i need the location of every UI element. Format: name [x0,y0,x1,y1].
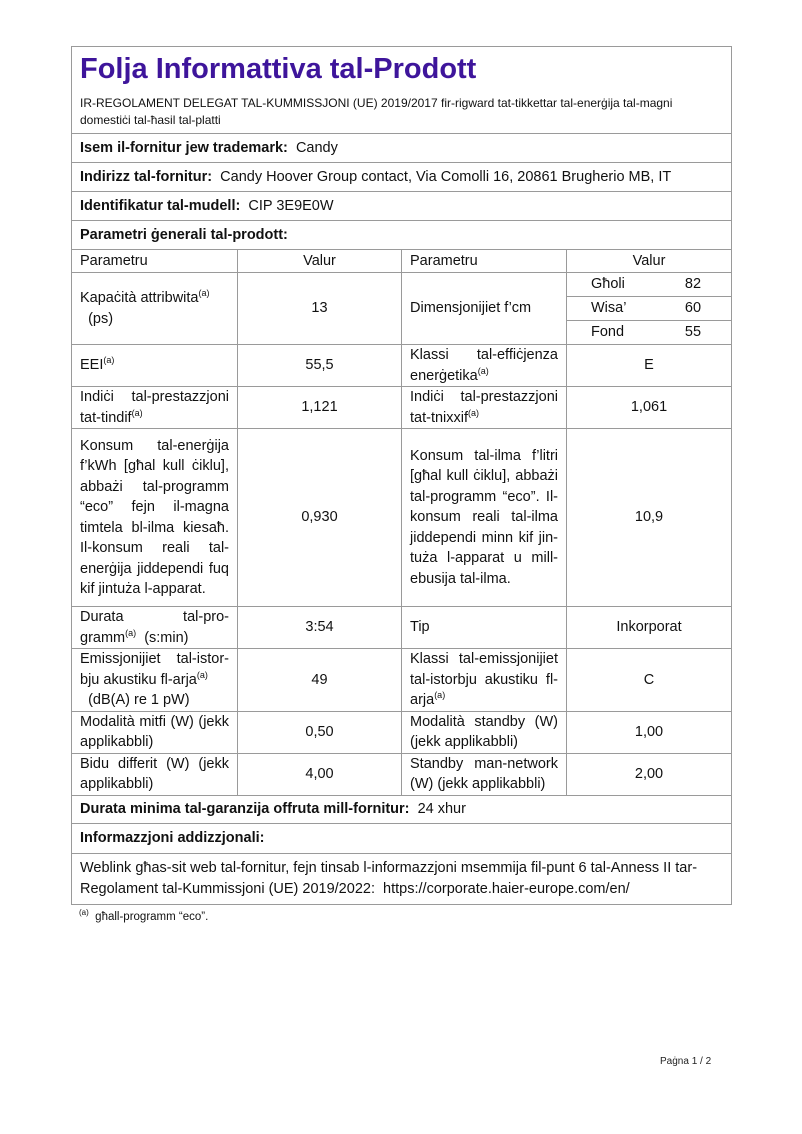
info-sheet [71,46,731,905]
capacity-label-cell [72,273,238,345]
col-header-value-1: Valur [238,250,402,273]
drying-label-cell [402,387,567,429]
cleaning-label-cell [72,387,238,429]
additional-info-row [72,823,732,853]
noise-class-value: C [567,649,732,712]
drying-label: Indiċi tal-prestazzjoni tat-tnixxif [410,389,558,426]
water-consumption-label: Konsum tal-ilma f’litri [għal kull ċiklu], abbażi tal-programm “eco”. Il-konsum reali tal-ilma jiddependi minn kif jintuża l-apparat u mill-ebusija tal-ilma. [402,429,567,607]
params-section-row [72,221,732,250]
water-consumption-value: 10,9 [567,429,732,607]
energy-consumption-label: Konsum tal-enerġija f’kWh [għal kull ċiklu], abbażi tal-programm “eco” fejn il-magna timtela bl-ilma kiesaħ. Il-konsum reali tal-enerġija jiddependi fuq kif jintuża l-apparat. [72,429,238,607]
col-header-param-1: Parametru [72,250,238,273]
info-table [71,46,732,905]
noise-label: Emissjonijiet tal-istorbju akustiku fl-arja [80,651,229,688]
warranty-value: 24 xhur [417,800,466,817]
supplier-name-row [72,134,732,163]
page-number [660,1056,711,1067]
page-label: Paġna [660,1056,689,1067]
footnote-mark: (a) [198,288,210,299]
footnote-mark: (a) [434,690,446,701]
warranty-row [72,795,732,823]
warranty-label: Durata minima tal-garanzija offruta mill-fornitur: [80,800,410,817]
supplier-address-row [72,163,732,192]
noise-value: 49 [238,649,402,712]
regulation-text: IR-REGOLAMENT DELEGAT TAL-KUMMISSJONI (UE) 2019/2017 fir-rigward tat-tikkettar tal-enerġija tal-magni domestiċi tal-ħasil tal-platti [72,93,732,134]
eei-label: EEI [80,357,104,374]
energy-class-value: E [567,345,732,387]
cleaning-label: Indiċi tal-prestazzjoni tat-tindif [80,389,229,426]
model-label: Identifikatur tal-mudell: [80,197,241,214]
title-cell [72,47,732,94]
drying-value: 1,061 [567,387,732,429]
delay-start-label: Bidu differit (W) (jekk applikabbli) [72,753,238,795]
energy-class-label: Klassi tal-effiċjenza enerġetika [410,347,558,384]
dimensions-values [567,273,732,345]
footnote-mark: (a) [125,627,137,638]
network-standby-value: 2,00 [567,753,732,795]
eei-value: 55,5 [238,345,402,387]
footnote-text: għall-programm “eco”. [95,911,209,923]
noise-label-cell [72,649,238,712]
capacity-value: 13 [238,273,402,345]
dimensions-label: Dimensjonijiet f’cm [402,273,567,345]
noise-class-label-cell [402,649,567,712]
dimension-depth: Fond 55 [591,324,702,341]
type-value: Inkorporat [567,607,732,649]
weblink-text: Weblink għas-sit web tal-fornitur, fejn tinsab l-informazzjoni msemmija fil-punt 6 tal-Anness II tar-Regolament tal-Kummissjoni (UE) 2019/2022: [80,859,698,897]
duration-label-cell [72,607,238,649]
standby-value: 1,00 [567,711,732,753]
eei-label-cell [72,345,238,387]
delay-start-value: 4,00 [238,753,402,795]
dimension-width: Wisa’ 60 [567,297,731,321]
col-header-param-2: Parametru [402,250,567,273]
standby-label: Modalità standby (W) (jekk applikabbli) [402,711,567,753]
model-row [72,192,732,221]
supplier-name-label: Isem il-fornitur jew trademark: [80,139,288,156]
page-title: Folja Informattiva tal-Prodott [80,53,477,85]
footnote-mark: (a) [103,355,115,366]
supplier-address-label: Indirizz tal-fornitur: [80,168,213,185]
footnote-mark: (a) [468,407,480,418]
duration-value: 3:54 [238,607,402,649]
duration-label: Durata tal-programm [80,609,229,646]
capacity-unit: (ps) [88,310,114,327]
additional-info-label: Informazzjoni addizzjonali: [80,829,265,846]
col-header-value-2: Valur [567,250,732,273]
off-mode-value: 0,50 [238,711,402,753]
footnote-mark: (a) [477,365,489,376]
params-section-label: Parametri ġenerali tal-prodott: [80,226,288,243]
footnote-mark: (a) [131,407,143,418]
supplier-address-value: Candy Hoover Group contact, Via Comolli 16, 20861 Brugherio MB, IT [220,168,672,185]
energy-consumption-value: 0,930 [238,429,402,607]
supplier-weblink[interactable]: https://corporate.haier-europe.com/en/ [383,880,630,897]
weblink-row [72,853,732,904]
noise-class-label: Klassi tal-emissjonijiet tal-istorbju akustiku fl-arja [410,651,558,708]
duration-unit: (s:min) [144,629,189,646]
energy-class-label-cell [402,345,567,387]
noise-unit: (dB(A) re 1 pW) [88,692,190,708]
network-standby-label: Standby man-network (W) (jekk applikabbli) [402,753,567,795]
cleaning-value: 1,121 [238,387,402,429]
page-count: 1 / 2 [691,1056,712,1067]
model-value: CIP 3E9E0W [248,197,334,214]
type-label: Tip [402,607,567,649]
footnote [79,908,209,923]
footnote-mark: (a) [196,669,208,680]
dimension-height: Għoli 82 [567,273,731,297]
footnote-marker: (a) [79,908,89,918]
off-mode-label: Modalità mitfi (W) (jekk applikabbli) [72,711,238,753]
capacity-label: Kapaċità attribwita [80,290,199,306]
supplier-name-value: Candy [295,139,338,156]
